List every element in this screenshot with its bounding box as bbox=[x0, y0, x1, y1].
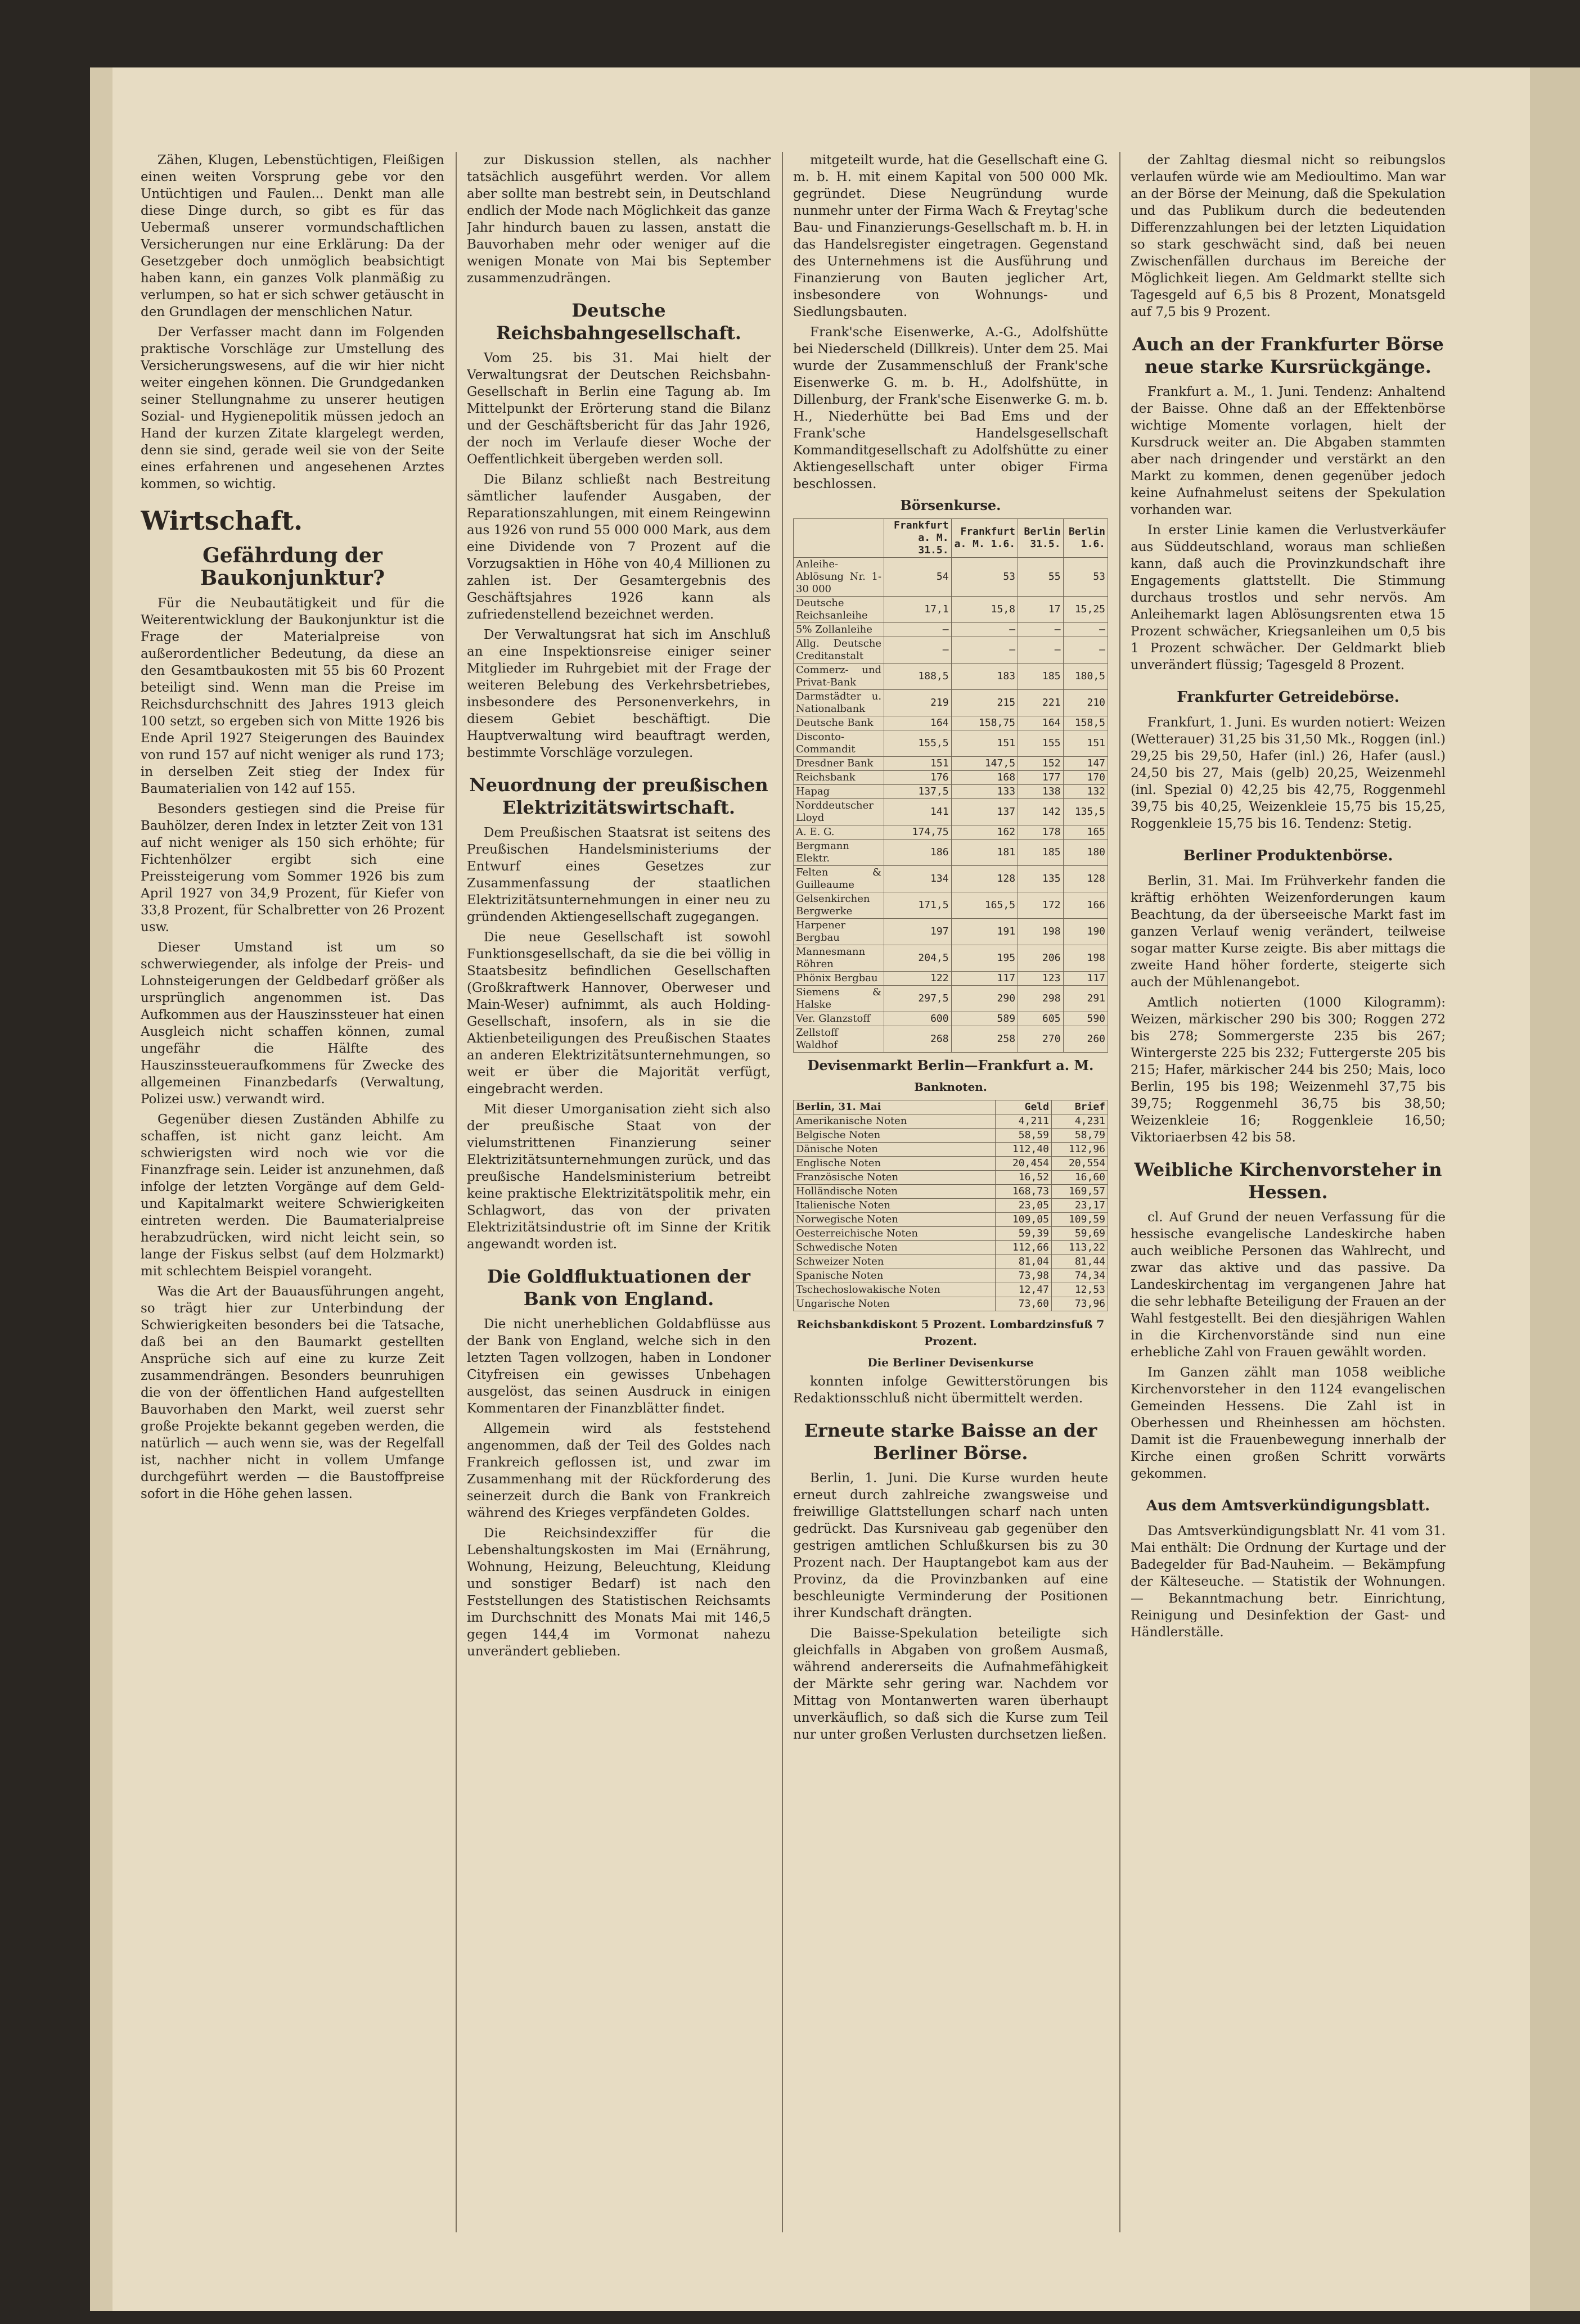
column-rule bbox=[456, 152, 457, 2232]
table-row bbox=[794, 799, 1108, 825]
table-header-cell: Berlin, 31. Mai bbox=[794, 1100, 996, 1114]
quote-value: — bbox=[1063, 623, 1108, 637]
quote-value: 169,57 bbox=[1051, 1185, 1108, 1199]
quote-value: 132 bbox=[1063, 785, 1108, 799]
quote-value: 198 bbox=[1018, 919, 1064, 945]
quote-value: 158,5 bbox=[1063, 716, 1108, 730]
quote-value: 174,75 bbox=[884, 825, 952, 840]
quote-value: 20,554 bbox=[1051, 1157, 1108, 1171]
article-heading-berliner-baisse: Erneute starke Baisse an der Berliner Börse. bbox=[804, 1420, 1097, 1464]
security-name: Dresdner Bank bbox=[794, 757, 884, 771]
article-heading-goldfluktuationen: Die Goldfluktuationen der Bank von England. bbox=[487, 1266, 750, 1310]
quote-value: 133 bbox=[951, 785, 1018, 799]
quote-value: 12,53 bbox=[1051, 1283, 1108, 1297]
quote-value: 123 bbox=[1018, 972, 1064, 986]
quote-value: 128 bbox=[951, 866, 1018, 892]
quote-value: — bbox=[1063, 637, 1108, 664]
security-name: Spanische Noten bbox=[794, 1269, 996, 1283]
table-header-cell bbox=[794, 519, 884, 558]
paragraph: Allgemein wird als feststehend angenommen, daß der Teil des Goldes nach Frankreich geflossen ist, und zwar im Zusammenhang mit der Rückforderung des seinerzeit durch die Bank von Frankreich während des Krieges verpfändeten Goldes. bbox=[467, 1422, 771, 1520]
table-row bbox=[794, 825, 1108, 840]
col1-intro bbox=[141, 152, 444, 493]
boersenkurse-table bbox=[793, 518, 1108, 1053]
security-name: Ver. Glanzstoff bbox=[794, 1012, 884, 1026]
quote-value: 170 bbox=[1063, 771, 1108, 785]
quote-value: 55 bbox=[1018, 558, 1064, 597]
paragraph: Im Ganzen zählt man 1058 weibliche Kirchenvorsteher in den 1124 evangelischen Gemeinden Hessens. Die Zahl ist in Oberhessen und Rheinhessen am höchsten. Damit ist die Frauenbewegung innerhalb der Kirche einen großen Schritt vorwärts gekommen. bbox=[1131, 1365, 1446, 1481]
table-header-cell: Frankfurt a. M. 1.6. bbox=[951, 519, 1018, 558]
quote-value: 198 bbox=[1063, 945, 1108, 972]
quote-value: 59,39 bbox=[995, 1227, 1051, 1241]
quote-value: — bbox=[884, 637, 952, 664]
table-row bbox=[794, 1157, 1108, 1171]
security-name: Norwegische Noten bbox=[794, 1213, 996, 1227]
quote-value: 23,17 bbox=[1051, 1199, 1108, 1213]
security-name: Dänische Noten bbox=[794, 1143, 996, 1157]
column-4 bbox=[1131, 152, 1446, 2232]
security-name: Zellstoff Waldhof bbox=[794, 1026, 884, 1053]
quote-value: 183 bbox=[951, 664, 1018, 690]
paragraph: Berlin, 1. Juni. Die Kurse wurden heute erneut durch zahlreiche zwangsweise und freiwillige Glattstellungen scharf nach unten gedrückt. Das Kursniveau gab gegenüber den gestrigen amtlichen Schlußkursen bis zu 30 Prozent nach. Der Hauptangebot kam aus der Provinz, da die Provinzbanken auf eine beschleunigte Verminderung der Positionen ihrer Kundschaft drängten. bbox=[793, 1471, 1108, 1621]
table-row bbox=[794, 1199, 1108, 1213]
article-heading-getreideboerse: Frankfurter Getreidebörse. bbox=[1177, 689, 1399, 706]
quote-value: 151 bbox=[884, 757, 952, 771]
table-row bbox=[794, 716, 1108, 730]
binding-margin bbox=[90, 67, 112, 2311]
paragraph: Der Verwaltungsrat hat sich im Anschluß an eine Inspektionsreise einiger seiner Mitglieder im Ruhrgebiet mit der Frage der weiteren Belebung des Verkehrsbetriebes, insbesondere des Personenverkehrs, in diesem Gebiet beschäftigt. Die Hauptverwaltung wird beauftragt werden, bestimmte Vorschläge vorzulegen. bbox=[467, 628, 771, 760]
table-row bbox=[794, 892, 1108, 919]
security-name: Siemens & Halske bbox=[794, 986, 884, 1012]
quote-value: 4,231 bbox=[1051, 1114, 1108, 1129]
quote-value: 112,96 bbox=[1051, 1143, 1108, 1157]
table-row bbox=[794, 1241, 1108, 1255]
table-row bbox=[794, 1227, 1108, 1241]
quote-value: 128 bbox=[1063, 866, 1108, 892]
newspaper-page bbox=[90, 67, 1530, 2311]
paragraph: Gegenüber diesen Zuständen Abhilfe zu schaffen, ist nicht ganz leicht. Am schwierigsten wird noch wie vor die Finanzfrage sein. Leider ist anzunehmen, daß infolge der letzten Vorgänge auf dem Geld- und Kapitalmarkt weitere Schwierigkeiten eintreten werden. Die Baumaterialpreise herabzudrücken, wird nicht leicht sein, so lange der Fiskus selbst (auf dem Holzmarkt) mit schlechtem Beispiel vorangeht. bbox=[141, 1112, 444, 1279]
quote-value: 137,5 bbox=[884, 785, 952, 799]
quote-value: 297,5 bbox=[884, 986, 952, 1012]
article-heading-baukonjunktur: Gefährdung der Baukonjunktur? bbox=[200, 544, 385, 590]
security-name: Schweizer Noten bbox=[794, 1255, 996, 1269]
quote-value: 185 bbox=[1018, 664, 1064, 690]
quote-value: 219 bbox=[884, 690, 952, 716]
banknoten-table bbox=[793, 1100, 1108, 1311]
quote-value: 109,05 bbox=[995, 1213, 1051, 1227]
quote-value: 73,96 bbox=[1051, 1297, 1108, 1311]
quote-value: 190 bbox=[1063, 919, 1108, 945]
security-name: Ungarische Noten bbox=[794, 1297, 996, 1311]
paragraph: Die neue Gesellschaft ist sowohl Funktionsgesellschaft, da sie die bei völlig in Staatsbesitz befindlichen Gesellschaften (Großkraftwerk Hannover, Oberweser und Main-Weser) aufnimmt, als auch Holding-Gesellschaft, insofern, als in sie die Aktienbeteiligungen des Preußischen Staates an anderen Elektrizitätsunternehmungen, so weit er über die Majorität verfügt, eingebracht werden. bbox=[467, 930, 771, 1096]
security-name: Norddeutscher Lloyd bbox=[794, 799, 884, 825]
quote-value: 81,44 bbox=[1051, 1255, 1108, 1269]
quote-value: 589 bbox=[951, 1012, 1018, 1026]
devisenmarkt-title: Devisenmarkt Berlin—Frankfurt a. M. bbox=[807, 1057, 1094, 1073]
quote-value: 135 bbox=[1018, 866, 1064, 892]
paragraph: Besonders gestiegen sind die Preise für Bauhölzer, deren Index in letzter Zeit von 131 auf nicht weniger als 150 sich erhöhte; für Fichtenhölzer ergibt sich eine Preissteigerung vom Sommer 1926 bis zum April 1927 von 34,9 Prozent, für Kiefer von 33,8 Prozent, für Schalbretter von 26 Prozent usw. bbox=[141, 802, 444, 935]
quote-value: 210 bbox=[1063, 690, 1108, 716]
quote-value: 221 bbox=[1018, 690, 1064, 716]
security-name: Felten & Guilleaume bbox=[794, 866, 884, 892]
security-name: Hapag bbox=[794, 785, 884, 799]
paragraph: Berlin, 31. Mai. Im Frühverkehr fanden die kräftig erhöhten Weizenforderungen kaum Beachtung, da der überseeische Markt fast im ganzen Verlauf wenig verändert, teilweise sogar matter Kurse zeigte. Bis aber mittags die zweite Hand höher forderte, steigerte sich auch der Mühlenangebot. bbox=[1131, 874, 1446, 990]
quote-value: 298 bbox=[1018, 986, 1064, 1012]
quote-value: — bbox=[1018, 623, 1064, 637]
quote-value: 54 bbox=[884, 558, 952, 597]
quote-value: 181 bbox=[951, 840, 1018, 866]
quote-value: 258 bbox=[951, 1026, 1018, 1053]
security-name: Disconto-Commandit bbox=[794, 730, 884, 757]
security-name: Anleihe-Ablösung Nr. 1-30 000 bbox=[794, 558, 884, 597]
quote-value: 81,04 bbox=[995, 1255, 1051, 1269]
paragraph: Frankfurt, 1. Juni. Es wurden notiert: Weizen (Wetterauer) 31,25 bis 31,50 Mk., Roggen (inl.) 29,25 bis 29,50, Hafer (inl.) 26, Hafer (ausl.) 24,50 bis 27, Mais (gelb) 20,25, Weizenmehl (inl. Spezial 0) 42,25 bis 42,75, Roggenmehl 39,75 bis 40,25, Weizenkleie 15,75 bis 15,25, Roggenkleie 15,75 bis 16. Tendenz: Stetig. bbox=[1131, 715, 1446, 831]
quote-value: — bbox=[884, 623, 952, 637]
quote-value: 188,5 bbox=[884, 664, 952, 690]
paragraph: Zähen, Klugen, Lebenstüchtigen, Fleißigen einen weiten Vorsprung gebe vor den Untüchtigen und Faulen... Denkt man alle diese Dinge durch, so gibt es für das Uebermaß unserer vormundschaftlichen Versicherungen nur eine Erklärung: Da der Gesetzgeber doch unmöglich beabsichtigt haben kann, ein ganzes Volk planmäßig zu verlumpen, so hat er sich schwer getäuscht in den Grundlagen der menschlichen Natur. bbox=[141, 153, 444, 319]
security-name: Commerz- und Privat-Bank bbox=[794, 664, 884, 690]
table-row bbox=[794, 986, 1108, 1012]
paragraph: Frank'sche Eisenwerke, A.-G., Adolfshütte bei Niederscheld (Dillkreis). Unter dem 25. Mai wurde der Zusammenschluß der Frank'sche Eisenwerke G. m. b. H., Adolfshütte, in Dillenburg, der Frank'sche Eisenwerke G. m. b. H., Niederhütte bei Bad Ems und der Frank'sche Handelsgesellschaft Kommanditgesellschaft zu Adolfshütte zu einer Aktiengesellschaft unter obiger Firma beschlossen. bbox=[793, 325, 1108, 491]
paragraph: Was die Art der Bauausführungen angeht, so trägt hier zur Unterbindung der Schwierigkeiten besonders bei die Tatsache, daß bei an den Baumarkt gestellten Ansprüche sich auf eine zu kurze Zeit zusammendrängen. Besonders beunruhigen die von der öffentlichen Hand aufgestellten Bauvorhaben den Markt, weil zuerst sehr große Projekte bekannt gegeben werden, die natürlich — auch wenn sie, was der Regelfall ist, nachher nicht in vollem Umfange durchgeführt werden — die Baustoffpreise sofort in die Höhe gehen lassen. bbox=[141, 1284, 444, 1501]
paragraph: Der Verfasser macht dann im Folgenden praktische Vorschläge zur Umstellung des Versicherungswesens, auf die wir hier nicht weiter eingehen können. Die Grundgedanken seiner Stellungnahme zu unserer heutigen Sozial- und Hygienepolitik müssen jedoch an Hand der kurzen Zitate klargelegt werden, denn sie sind, gerade weil sie von der Seite eines erfahrenen und angesehenen Arztes kommen, so wichtig. bbox=[141, 325, 444, 491]
security-name: 5% Zollanleihe bbox=[794, 623, 884, 637]
table-row bbox=[794, 866, 1108, 892]
security-name: Mannesmann Röhren bbox=[794, 945, 884, 972]
table-row bbox=[794, 1283, 1108, 1297]
security-name: Darmstädter u. Nationalbank bbox=[794, 690, 884, 716]
article-body-baukonjunktur bbox=[141, 595, 444, 1502]
paragraph: konnten infolge Gewitterstörungen bis Redaktionsschluß nicht übermittelt werden. bbox=[793, 1374, 1108, 1406]
devisenkurse-note: Die Berliner Devisenkurse bbox=[867, 1356, 1034, 1369]
security-name: Reichsbank bbox=[794, 771, 884, 785]
article-heading-produktenboerse: Berliner Produktenbörse. bbox=[1183, 847, 1393, 864]
quote-value: 172 bbox=[1018, 892, 1064, 919]
quote-value: 155 bbox=[1018, 730, 1064, 757]
paragraph: Die Bilanz schließt nach Bestreitung sämtlicher laufender Ausgaben, der Reparationszahlungen, mit einem Reingewinn aus 1926 von rund 55 000 000 Mark, aus dem eine Dividende von 7 Prozent auf die Vorzugsaktien in Höhe von 40,4 Millionen zu zahlen ist. Der Gesamtergebnis des Geschäftsjahres 1926 kann als zufriedenstellend bezeichnet werden. bbox=[467, 472, 771, 622]
table-row bbox=[794, 1012, 1108, 1026]
paragraph: Vom 25. bis 31. Mai hielt der Verwaltungsrat der Deutschen Reichsbahn-Gesellschaft in Berlin eine Tagung ab. Im Mittelpunkt der Erörterung stand die Bilanz und der Geschäftsbericht für das Jahr 1926, der noch im Verlaufe dieser Woche der Oeffentlichkeit übergeben werden soll. bbox=[467, 351, 771, 467]
quote-value: 15,8 bbox=[951, 597, 1018, 623]
quote-value: 605 bbox=[1018, 1012, 1064, 1026]
paragraph: zur Diskussion stellen, als nachher tatsächlich ausgeführt werden. Vor allem aber sollte man bestrebt sein, in Deutschland endlich der Mode nach Möglichkeit das ganze Jahr hindurch bauen zu lassen, anstatt die Bauvorhaben mehr oder weniger auf die wenigen Monate von Mai bis September zusammenzudrängen. bbox=[467, 153, 771, 286]
security-name: Tschechoslowakische Noten bbox=[794, 1283, 996, 1297]
quote-value: 59,69 bbox=[1051, 1227, 1108, 1241]
table-header-cell: Frankfurt a. M. 31.5. bbox=[884, 519, 952, 558]
quote-value: 168 bbox=[951, 771, 1018, 785]
quote-value: 20,454 bbox=[995, 1157, 1051, 1171]
table-row bbox=[794, 1114, 1108, 1129]
quote-value: 151 bbox=[1063, 730, 1108, 757]
security-name: Englische Noten bbox=[794, 1157, 996, 1171]
quote-value: 260 bbox=[1063, 1026, 1108, 1053]
quote-value: 12,47 bbox=[995, 1283, 1051, 1297]
quote-value: 23,05 bbox=[995, 1199, 1051, 1213]
quote-value: 109,59 bbox=[1051, 1213, 1108, 1227]
quote-value: 155,5 bbox=[884, 730, 952, 757]
quote-value: 135,5 bbox=[1063, 799, 1108, 825]
security-name: Schwedische Noten bbox=[794, 1241, 996, 1255]
quote-value: 73,60 bbox=[995, 1297, 1051, 1311]
table-header-cell: Brief bbox=[1051, 1100, 1108, 1114]
paragraph: mitgeteilt wurde, hat die Gesellschaft eine G. m. b. H. mit einem Kapital von 500 000 Mk. gegründet. Diese Neugründung wurde nunmehr unter der Firma Wach & Freytag'sche Bau- und Finanzierungs-Gesellschaft m. b. H. in das Handelsregister eingetragen. Gegenstand des Unternehmens ist die Ausführung und Finanzierung von Bauten jeglicher Art, insbesondere von Wohnungs- und Siedlungsbauten. bbox=[793, 153, 1108, 319]
quote-value: 600 bbox=[884, 1012, 952, 1026]
quote-value: 191 bbox=[951, 919, 1018, 945]
quote-value: 53 bbox=[1063, 558, 1108, 597]
table-row bbox=[794, 1255, 1108, 1269]
quote-value: 141 bbox=[884, 799, 952, 825]
paragraph: Die nicht unerheblichen Goldabflüsse aus der Bank von England, welche sich in den letzten Tagen vollzogen, haben in Londoner Cityfreisen ein gewisses Unbehagen ausgelöst, das seinen Ausdruck in einigen Kommentaren der Finanzblätter findet. bbox=[467, 1317, 771, 1416]
table-row bbox=[794, 637, 1108, 664]
table-header-cell: Berlin 1.6. bbox=[1063, 519, 1108, 558]
column-3 bbox=[793, 152, 1108, 2232]
quote-value: 74,34 bbox=[1051, 1269, 1108, 1283]
quote-value: 164 bbox=[1018, 716, 1064, 730]
column-1 bbox=[141, 152, 444, 2232]
paragraph: Die Reichsindexziffer für die Lebenshaltungskosten im Mai (Ernährung, Wohnung, Heizung, Beleuchtung, Kleidung und sonstiger Bedarf) ist nach den Feststellungen des Statistischen Reichsamts im Durchschnitt des Monats Mai mit 146,5 gegen 144,4 im Vormonat nahezu unverändert geblieben. bbox=[467, 1526, 771, 1659]
paragraph: der Zahltag diesmal nicht so reibungslos verlaufen würde wie am Medioultimo. Man war an der Börse der Meinung, daß die Spekulation und das Publikum durch die bedeutenden Differenzzahlungen bei der letzten Liquidation so stark geschwächt sind, daß bei neuen Zwischenfällen durchaus im Bereiche der Möglichkeit liegen. Am Geldmarkt stellte sich Tagesgeld auf 6,5 bis 8 Prozent, Monatsgeld auf 7,5 bis 9 Prozent. bbox=[1131, 153, 1446, 319]
paragraph: Die Baisse-Spekulation beteiligte sich gleichfalls in Abgaben von großem Ausmaß, während andererseits die Aufnahmefähigkeit der Märkte sehr gering war. Nachdem vor Mittag von Montanwerten waren überhaupt unverkäuflich, so daß sich die Kurse zum Teil nur unter großen Verlusten durchsetzen ließen. bbox=[793, 1626, 1108, 1742]
table-row bbox=[794, 558, 1108, 597]
table-row bbox=[794, 1185, 1108, 1199]
table-row bbox=[794, 690, 1108, 716]
reichsbank-note: Reichsbankdiskont 5 Prozent. Lombardzinsfuß 7 Prozent. bbox=[796, 1317, 1105, 1348]
quote-value: 290 bbox=[951, 986, 1018, 1012]
table-row bbox=[794, 730, 1108, 757]
quote-value: 138 bbox=[1018, 785, 1064, 799]
security-name: A. E. G. bbox=[794, 825, 884, 840]
table-header-cell: Berlin 31.5. bbox=[1018, 519, 1064, 558]
table-row bbox=[794, 840, 1108, 866]
quote-value: 177 bbox=[1018, 771, 1064, 785]
quote-value: 162 bbox=[951, 825, 1018, 840]
paragraph: Dem Preußischen Staatsrat ist seitens des Preußischen Handelsministeriums der Entwurf eines Gesetzes zur Zusammenfassung der staatlichen Elektrizitätsunternehmungen in einer neu zu gründenden Aktiengesellschaft zugegangen. bbox=[467, 825, 771, 924]
quote-value: 112,66 bbox=[995, 1241, 1051, 1255]
column-2 bbox=[467, 152, 771, 2232]
quote-value: — bbox=[1018, 637, 1064, 664]
security-name: Amerikanische Noten bbox=[794, 1114, 996, 1129]
quote-value: 15,25 bbox=[1063, 597, 1108, 623]
boersenkurse-title: Börsenkurse. bbox=[900, 497, 1001, 513]
table-row bbox=[794, 1026, 1108, 1053]
quote-value: 112,40 bbox=[995, 1143, 1051, 1157]
paragraph: cl. Auf Grund der neuen Verfassung für die hessische evangelische Landeskirche haben auch weibliche Personen das Wahlrecht, und zwar das aktive und das passive. Da Landeskirchentag im vergangenen Jahre hat die sehr lebhafte Beteiligung der Frauen an der Wahl festgestellt. Bei den diesjährigen Wahlen in die Kirchenvorstände sind nun eine erhebliche Zahl von Frauen gewählt worden. bbox=[1131, 1210, 1446, 1360]
table-row bbox=[794, 1269, 1108, 1283]
quote-value: 165 bbox=[1063, 825, 1108, 840]
column-rule bbox=[1119, 152, 1120, 2232]
article-heading-reichsbahn: Deutsche Reichsbahngesellschaft. bbox=[496, 300, 742, 344]
quote-value: 178 bbox=[1018, 825, 1064, 840]
security-name: Bergmann Elektr. bbox=[794, 840, 884, 866]
quote-value: 176 bbox=[884, 771, 952, 785]
quote-value: 137 bbox=[951, 799, 1018, 825]
table-row bbox=[794, 757, 1108, 771]
security-name: Italienische Noten bbox=[794, 1199, 996, 1213]
paragraph: Das Amtsverkündigungsblatt Nr. 41 vom 31. Mai enthält: Die Ordnung der Kurtage und der Badegelder für Bad-Nauheim. — Bekämpfung der Kälteseuche. — Statistik der Wohnungen. — Bekanntmachung betr. Einrichtung, Reinigung und Desinfektion der Gast- und Händlerställe. bbox=[1131, 1524, 1446, 1640]
paragraph: Für die Neubautätigkeit und für die Weiterentwicklung der Baukonjunktur ist die Frage der Materialpreise von außerordentlicher Bedeutung, da diese an den Gesamtbaukosten mit 55 bis 60 Prozent beteiligt sind. Wenn man die Preise im Reichsdurchschnitt des Jahres 1913 gleich 100 setzt, so ergeben sich von Mitte 1926 bis Ende April 1927 Steigerungen des Bauindex von rund 157 auf nicht weniger als rund 173; in derselben Zeit stieg der Index für Baumaterialien von 142 auf 155. bbox=[141, 596, 444, 796]
table-row bbox=[794, 785, 1108, 799]
quote-value: 151 bbox=[951, 730, 1018, 757]
quote-value: — bbox=[951, 637, 1018, 664]
quote-value: 147 bbox=[1063, 757, 1108, 771]
quote-value: 291 bbox=[1063, 986, 1108, 1012]
adjacent-page-edge bbox=[1530, 67, 1580, 2311]
quote-value: 147,5 bbox=[951, 757, 1018, 771]
paragraph: In erster Linie kamen die Verlustverkäufer aus Süddeutschland, woraus man schließen kann, daß auch die Provinzkundschaft ihre Engagements glattstellt. Die Stimmung durchaus trostlos und sehr nervös. Am Anleihemarkt lagen Ablösungsrenten etwa 15 Prozent schwächer, Kriegsanleihen um 0,5 bis 1 Prozent schwächer. Der Geldmarkt blieb unverändert flüssig; Tagesgeld 8 Prozent. bbox=[1131, 523, 1446, 673]
security-name: Gelsenkirchen Bergwerke bbox=[794, 892, 884, 919]
quote-value: 180 bbox=[1063, 840, 1108, 866]
quote-value: 17 bbox=[1018, 597, 1064, 623]
quote-value: 58,59 bbox=[995, 1129, 1051, 1143]
quote-value: 4,211 bbox=[995, 1114, 1051, 1129]
table-row bbox=[794, 972, 1108, 986]
security-name: Deutsche Reichsanleihe bbox=[794, 597, 884, 623]
quote-value: 16,60 bbox=[1051, 1171, 1108, 1185]
security-name: Oesterreichische Noten bbox=[794, 1227, 996, 1241]
table-row bbox=[794, 1171, 1108, 1185]
banknoten-subtitle: Banknoten. bbox=[914, 1080, 987, 1094]
paragraph: Dieser Umstand ist um so schwerwiegender, als infolge der Preis- und Lohnsteigerungen der Geldbedarf größer als ursprünglich angenommen ist. Das Aufkommen aus der Hauszinssteuer hat einen Ausgleich nicht schaffen können, zumal ungefähr die Hälfte des Hauszinssteueraufkommens für Zwecke des allgemeinen Finanzbedarfs (Verwaltung, Polizei usw.) verwandt wird. bbox=[141, 940, 444, 1107]
article-heading-elektrizitaet: Neuordnung der preußischen Elektrizitätswirtschaft. bbox=[469, 774, 768, 818]
quote-value: 164 bbox=[884, 716, 952, 730]
quote-value: 152 bbox=[1018, 757, 1064, 771]
article-heading-amtsblatt: Aus dem Amtsverkündigungsblatt. bbox=[1146, 1497, 1430, 1514]
quote-value: 168,73 bbox=[995, 1185, 1051, 1199]
security-name: Harpener Bergbau bbox=[794, 919, 884, 945]
quote-value: 195 bbox=[951, 945, 1018, 972]
security-name: Deutsche Bank bbox=[794, 716, 884, 730]
quote-value: 186 bbox=[884, 840, 952, 866]
quote-value: 17,1 bbox=[884, 597, 952, 623]
quote-value: 590 bbox=[1063, 1012, 1108, 1026]
table-row bbox=[794, 1213, 1108, 1227]
quote-value: 215 bbox=[951, 690, 1018, 716]
table-row bbox=[794, 1129, 1108, 1143]
column-rule bbox=[782, 152, 783, 2232]
quote-value: 113,22 bbox=[1051, 1241, 1108, 1255]
security-name: Holländische Noten bbox=[794, 1185, 996, 1199]
quote-value: 180,5 bbox=[1063, 664, 1108, 690]
table-header-cell: Geld bbox=[995, 1100, 1051, 1114]
quote-value: 142 bbox=[1018, 799, 1064, 825]
paragraph: Amtlich notierten (1000 Kilogramm): Weizen, märkischer 290 bis 300; Roggen 272 bis 278; Sommergerste 235 bis 267; Wintergerste 225 bis 232; Futtergerste 205 bis 215; Hafer, märkischer 244 bis 250; Mais, loco Berlin, 195 bis 198; Weizenmehl 37,75 bis 39,75; Roggenmehl 36,75 bis 38,50; Weizenkleie 16; Roggenkleie 16,50; Viktoriaerbsen 42 bis 58. bbox=[1131, 995, 1446, 1145]
table-row bbox=[794, 664, 1108, 690]
paragraph: Frankfurt a. M., 1. Juni. Tendenz: Anhaltend der Baisse. Ohne daß an der Effektenbörse wichtige Momente vorlagen, hielt der Kursdruck weiter an. Die Abgaben stammten aber nach dringender und verstärkt an den Markt zu kommen, denen gegenüber jedoch keine Aufnahmelust seitens der Spekulation vorhanden war. bbox=[1131, 385, 1446, 517]
quote-value: 58,79 bbox=[1051, 1129, 1108, 1143]
table-row bbox=[794, 597, 1108, 623]
quote-value: 158,75 bbox=[951, 716, 1018, 730]
quote-value: 268 bbox=[884, 1026, 952, 1053]
table-row bbox=[794, 771, 1108, 785]
quote-value: 16,52 bbox=[995, 1171, 1051, 1185]
quote-value: — bbox=[951, 623, 1018, 637]
security-name: Phönix Bergbau bbox=[794, 972, 884, 986]
quote-value: 204,5 bbox=[884, 945, 952, 972]
table-row bbox=[794, 1143, 1108, 1157]
quote-value: 166 bbox=[1063, 892, 1108, 919]
quote-value: 197 bbox=[884, 919, 952, 945]
security-name: Französische Noten bbox=[794, 1171, 996, 1185]
quote-value: 117 bbox=[1063, 972, 1108, 986]
quote-value: 73,98 bbox=[995, 1269, 1051, 1283]
security-name: Belgische Noten bbox=[794, 1129, 996, 1143]
quote-value: 134 bbox=[884, 866, 952, 892]
quote-value: 117 bbox=[951, 972, 1018, 986]
quote-value: 165,5 bbox=[951, 892, 1018, 919]
table-row bbox=[794, 945, 1108, 972]
quote-value: 185 bbox=[1018, 840, 1064, 866]
article-heading-frankfurter-boerse: Auch an der Frankfurter Börse neue starke Kursrückgänge. bbox=[1132, 333, 1444, 377]
table-row bbox=[794, 1297, 1108, 1311]
quote-value: 122 bbox=[884, 972, 952, 986]
section-heading-wirtschaft: Wirtschaft. bbox=[141, 506, 303, 536]
security-name: Allg. Deutsche Creditanstalt bbox=[794, 637, 884, 664]
table-row bbox=[794, 919, 1108, 945]
quote-value: 206 bbox=[1018, 945, 1064, 972]
quote-value: 53 bbox=[951, 558, 1018, 597]
quote-value: 171,5 bbox=[884, 892, 952, 919]
article-heading-kirchenvorsteher: Weibliche Kirchenvorsteher in Hessen. bbox=[1134, 1159, 1442, 1203]
quote-value: 270 bbox=[1018, 1026, 1064, 1053]
paragraph: Mit dieser Umorganisation zieht sich also der preußische Staat von der vielumstrittenen Finanzierung seiner Elektrizitätsunternehmungen zurück, und das preußische Handelsministerium betreibt keine praktische Elektrizitätspolitik mehr, ein Schlagwort, das von der privaten Elektrizitätsindustrie oft im Sinne der Kritik angewandt worden ist. bbox=[467, 1102, 771, 1252]
table-row bbox=[794, 623, 1108, 637]
